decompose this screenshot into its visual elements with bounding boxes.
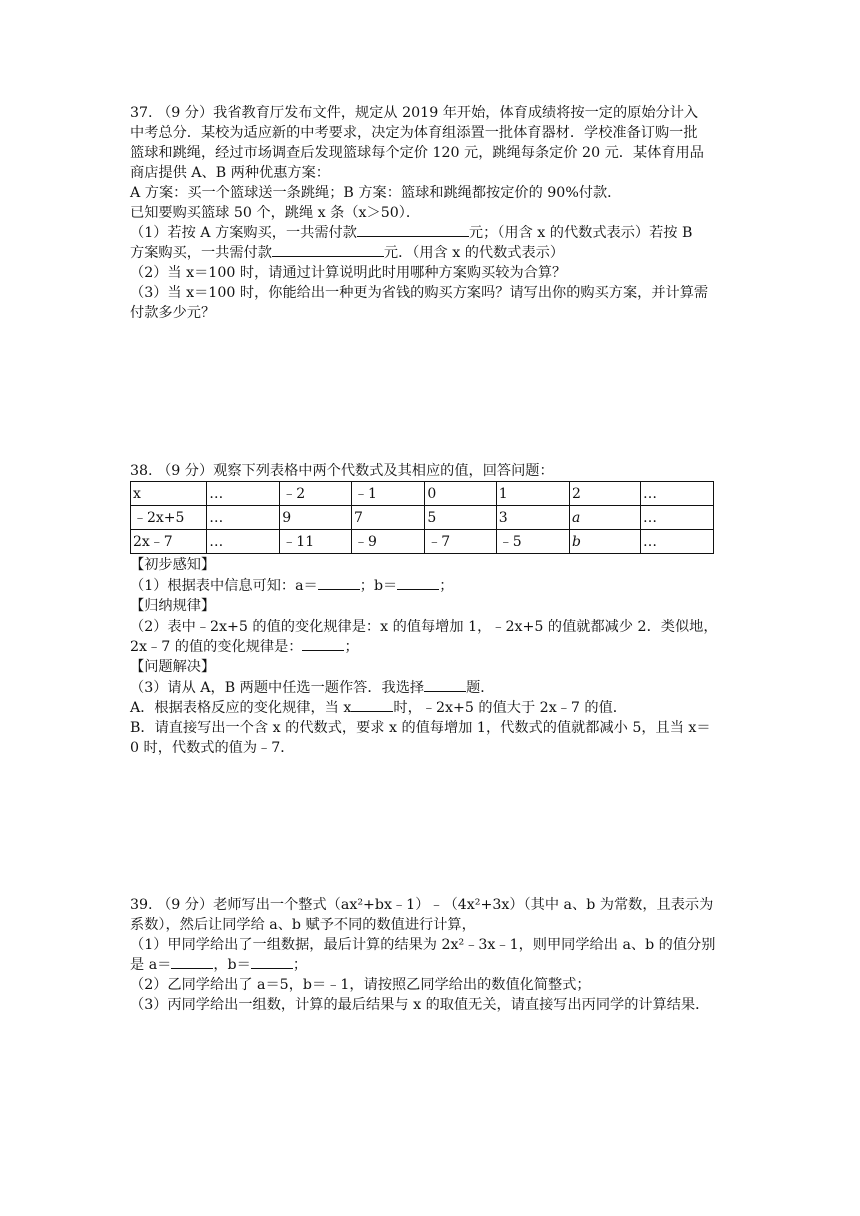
table-cell: x [131,482,207,506]
q39-part-1-line-1: （1）甲同学给出了一组数据，最后计算的结果为 2x²﹣3x﹣1，则甲同学给出 a、b 的值分别 [130,937,716,953]
q37-answer-blank-a[interactable] [357,224,469,237]
table-cell: … [640,506,713,530]
q39-line-2: 系数），然后让同学给 a、b 赋予不同的数值进行计算， [130,917,476,933]
table-row [131,506,714,530]
table-row [131,482,714,506]
q38-part-1-text-a: （1）根据表中信息可知：a＝ [130,578,318,594]
table-row [131,530,714,554]
q37-part-1-line-1 [130,224,692,242]
table-cell: … [207,530,280,554]
q37-answer-blank-b[interactable] [272,244,384,257]
q37-part-1-text-b: 元；（用含 x 的代数式表示）若按 B [468,225,693,241]
q39-part-2: （2）乙同学给出了 a＝5，b＝﹣1，请按照乙同学给出的数值化简整式； [130,977,591,993]
table-cell: ﹣7 [425,530,496,554]
table-cell: ﹣5 [496,530,569,554]
q39-part-3: （3）丙同学给出一组数，计算的最后结果与 x 的取值无关，请直接写出丙同学的计算结果． [130,997,710,1013]
q39-part-1-text-d: ； [292,957,308,973]
q38-heading-2: 【归纳规律】 [130,598,216,614]
q37-line-1: 37. （9 分）我省教育厅发布文件，规定从 2019 年开始，体育成绩将按一定的原始分计入 [130,105,699,121]
q38-part-2-text-c: ； [344,639,359,655]
table-cell: 2x﹣7 [131,530,207,554]
q38-part-3-text-a: （3）请从 A，B 两题中任选一题作答．我选择 [130,680,425,696]
table-cell: 0 [425,482,496,506]
q38-part-2-text-b: 2x﹣7 的值的变化规律是： [130,639,303,655]
table-cell: ﹣1 [351,482,424,506]
q39-part-1-text-b: 是 a＝ [130,957,172,973]
q38-part-1-text-b: ；b＝ [359,578,398,594]
table-cell: a [570,506,641,530]
table-cell: 2 [570,482,641,506]
table-cell: 3 [496,506,569,530]
q37-line-4: 商店提供 A、B 两种优惠方案： [130,165,330,181]
q37-part-1-text-a: （1）若按 A 方案购买，一共需付款 [130,225,357,241]
q39-blank-a[interactable] [171,956,213,969]
q38-option-b-line-1: B．请直接写出一个含 x 的代数式，要求 x 的值每增加 1，代数式的值就都减小 5，且当 x＝ [130,720,711,736]
q39-blank-b[interactable] [251,956,293,969]
q38-part-3 [130,679,495,697]
table-cell: b [570,530,641,554]
table-cell: ﹣11 [280,530,352,554]
q38-heading-3: 【问题解决】 [130,659,216,675]
table-cell: … [640,482,713,506]
table-cell: … [640,530,713,554]
table-cell: ﹣2 [280,482,352,506]
table-cell: 5 [425,506,496,530]
table-cell: 9 [280,506,352,530]
q38-blank-choice[interactable] [424,679,466,692]
table-cell: 1 [496,482,569,506]
table-cell: … [207,506,280,530]
q38-part-2-line-2 [130,638,359,656]
q37-part-3-line-1: （3）当 x＝100 时，你能给出一种更为省钱的购买方案吗？请写出你的购买方案，并计算需 [130,285,709,301]
q38-part-1-text-c: ； [439,578,454,594]
q37-line-2: 中考总分．某校为适应新的中考要求，决定为体育组添置一批体育器材．学校准备订购一批 [130,125,698,141]
q37-part-1-text-d: 元．（用含 x 的代数式表示） [383,245,565,261]
q38-blank-a[interactable] [318,577,360,590]
q38-intro: 38. （9 分）观察下列表格中两个代数式及其相应的值，回答问题： [130,463,554,479]
q38-option-a [130,699,627,717]
q38-blank-condition[interactable] [351,699,393,712]
q38-blank-b[interactable] [397,577,439,590]
q38-part-1 [130,577,453,595]
q37-part-2: （2）当 x＝100 时，请通过计算说明此时用哪种方案购买较为合算？ [130,265,567,281]
q39-part-1-line-2 [130,956,307,974]
q38-option-a-text-1: A．根据表格反应的变化规律，当 x [130,700,352,716]
q39-part-1-text-c: ，b＝ [213,957,251,973]
q37-line-6: 已知要购买篮球 50 个，跳绳 x 条（x＞50）． [130,205,421,221]
q37-line-3: 篮球和跳绳，经过市场调查后发现篮球每个定价 120 元，跳绳每条定价 20 元．某体育用品 [130,145,704,161]
q37-part-3-line-2: 付款多少元？ [130,305,216,321]
table-cell: ﹣9 [351,530,424,554]
table-cell: … [207,482,280,506]
q38-option-a-text-2: 时，﹣2x+5 的值大于 2x﹣7 的值． [393,700,627,716]
q38-option-b-line-2: 0 时，代数式的值为﹣7． [130,740,295,756]
table-cell: 7 [351,506,424,530]
q37-line-5: A 方案：买一个篮球送一条跳绳；B 方案：篮球和跳绳都按定价的 90%付款． [130,185,622,201]
q38-value-table [130,481,714,554]
q37-part-1-text-c: 方案购买，一共需付款 [130,245,272,261]
q38-part-2-line-1: （2）表中﹣2x+5 的值的变化规律是：x 的值每增加 1，﹣2x+5 的值就都减少 2．类似地， [130,619,718,635]
q38-heading-1: 【初步感知】 [130,557,216,573]
q38-part-3-text-b: 题． [466,680,495,696]
q37-part-1-line-2 [130,244,564,262]
q39-line-1: 39. （9 分）老师写出一个整式（ax²+bx﹣1）﹣（4x²+3x）（其中 a、b 为常数，且表示为 [130,897,714,913]
table-cell: ﹣2x+5 [131,506,207,530]
q38-blank-rule[interactable] [302,638,344,651]
